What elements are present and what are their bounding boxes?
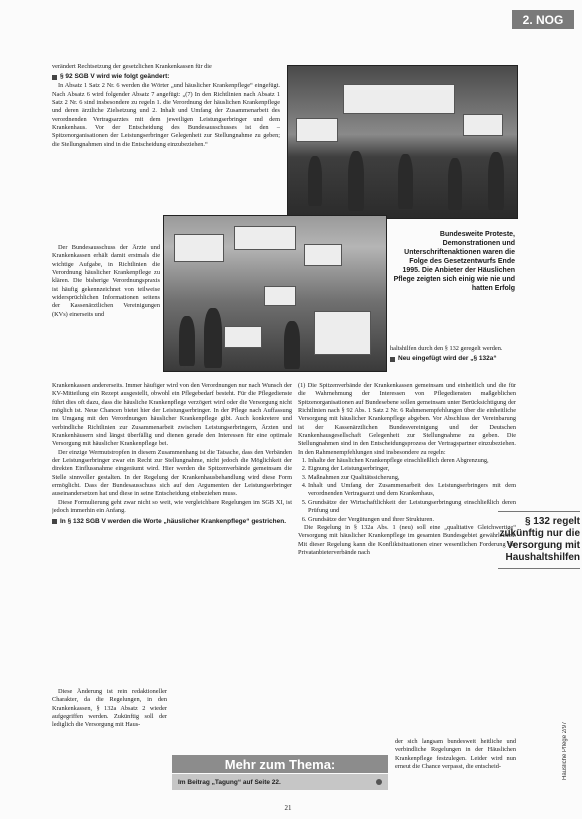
list-item: 4. Inhalt und Umfang der Zusammenarbeit des Leistungserbringers mit dem verordnenden Vertragsarzt und dem Krankenhaus, <box>308 482 516 499</box>
list-item: 5. Grundsätze der Wirtschaftlichkeit der Leistungserbringung einschließlich deren Prüfung und <box>308 499 516 516</box>
page-number: 21 <box>284 804 292 812</box>
bullet-square-icon <box>390 357 395 362</box>
bullet-square-icon <box>52 519 57 524</box>
protest-banner-sign <box>343 84 455 114</box>
protest-sign <box>463 114 503 136</box>
protest-sign <box>234 226 296 250</box>
protest-sign <box>296 118 338 142</box>
section-tag: 2. NOG <box>512 10 574 29</box>
paragraph: In Absatz 1 Satz 2 Nr. 6 werden die Wörter „und häuslicher Krankenpflege“ eingefügt. Nach Absatz 6 wird folgender Absatz 7 angefügt: „(7) In den Richtlinien nach Absatz 1 Satz 2 Nr. 6 sind insbesondere zu regeln 1. die Verordnung der häuslichen Krankenpflege und deren ärztliche Zielsetzung und 2. Inhalt und Umfang der Zusammenarbeit des verordnenden Vertragsarztes mit dem jeweiligen Leistungserbringer und dem Krankenhaus. Vor der Entscheidung des Bundesausschusses ist den – Spitzenorganisationen der Leistungserbringer Gelegenheit zur Stellungnahme zu geben; die Stellungnahmen sind in die Entscheidung einzubeziehen.“ <box>52 82 280 148</box>
pull-quote: § 132 regelt zukünftig nur die Versorgung mit Haushaltshilfen <box>498 511 580 569</box>
right-column-top <box>390 345 516 364</box>
list-item: 2. Eignung der Leistungserbringer, <box>308 465 516 473</box>
protest-sign <box>264 286 296 306</box>
person-silhouette <box>204 308 222 368</box>
protest-sign <box>314 311 371 355</box>
right-column-main <box>298 382 516 737</box>
paragraph: Der Bundesausschuss der Ärzte und Krankenkassen erhält damit erstmals die wichtige Aufgabe, in Richtlinien die Verordnung häuslicher Krankenpflege zu klären. Die bisherige Verordnungspraxis ist häufig gekennzeichnet von teilweise widersprüchlichen Informationen seitens der Kassenärztlichen Vereinigungen (KVs) einerseits und <box>52 244 160 318</box>
numbered-list <box>298 457 516 524</box>
person-silhouette <box>488 152 504 210</box>
person-silhouette <box>398 154 413 209</box>
list-item: 3. Maßnahmen zur Qualitätssicherung, <box>308 474 516 482</box>
left-column-narrow <box>52 244 160 382</box>
list-item: 1. Inhalte der häuslichen Krankenpflege einschließlich deren Abgrenzung, <box>308 457 516 465</box>
more-topic-text: Im Beitrag „Tagung“ auf Seite 22. <box>178 778 281 786</box>
paragraph: Die Regelung in § 132a Abs. 1 (neu) soll eine „qualitative Gleichwertige“ Versorgung mit häuslicher Krankenpflege im gesamten Bundesgebiet gewährleisten. Mit dieser Regelung kann die Konfliktsituationen einer wesentlichen Forderung der Privatanbieterverbände nach <box>298 523 516 556</box>
right-column-end <box>395 738 516 798</box>
person-silhouette <box>308 156 322 206</box>
more-topic-reference <box>172 774 388 790</box>
left-column-bottom <box>52 382 292 682</box>
paragraph: Diese Formulierung geht zwar nicht so weit, wie vergleichbare Regelungen im SGB XI, ist jedoch immerhin ein Anfang. <box>52 498 292 515</box>
protest-sign <box>304 244 342 266</box>
paragraph: verändert Rechtsetzung der gesetzlichen Krankenkassen für die <box>52 63 212 70</box>
protest-sign <box>224 326 262 348</box>
paragraph: Der einzige Wermutstropfen in diesem Zusammenhang ist die Tatsache, dass den Verbänden der Leistungserbringer zwar ein Recht zur Stellungnahme, nicht jedoch die Möglichkeit der direkten Einflussnahme eingeräumt wird. Hier werden die Spitzenverbände gemeinsam die Stelle sinnvoller gestalten. In der Regelung der Krankenhausbehandlung wird diese Form ermöglicht. Dass der Bundesausschuss sich auf den Argumenten der Leistungserbringer auseinandersetzen hat und diese in seine Entscheidung einbeziehen muss. <box>52 448 292 498</box>
paragraph: Krankenkassen andererseits. Immer häufiger wird von den Verordnungen nur nach Wunsch der KV-Mitteilung ein Rezept ausgestellt, obwohl ein Pflegebedarf besteht. Für die Pflegedienste führt dies oft dazu, dass die häusliche Krankenpflege verzögert wird oder die Versorgung nicht möglich ist. Neue Chancen bietet hier der Leistungserbringer. In der Pflege nach Auffassung im Umgang mit den Verordnungen häuslicher Krankenpflege gibt. Auch konkretere und verbindliche Richtlinien zur Zusammenarbeit zwischen Leistungserbringern, Ärzten und Krankenhäusern sind längst überfällig und dienen gerade den Interessen für eine optimale Versorgung mit häuslicher Krankenpflege bei. <box>52 382 292 448</box>
left-column-top <box>52 63 280 199</box>
list-item: 6. Grundsätze der Vergütungen und ihrer Strukturen. <box>308 516 516 524</box>
subheading: In § 132 SGB V werden die Worte „häuslicher Krankenpflege“ gestrichen. <box>52 518 292 526</box>
subheading: § 92 SGB V wird wie folgt geändert: <box>52 73 280 81</box>
paragraph: haltshilfen durch den § 132 geregelt werden. <box>390 345 503 352</box>
more-topic-banner: Mehr zum Thema: <box>172 755 388 773</box>
person-silhouette <box>348 151 364 211</box>
protest-sign <box>174 234 224 262</box>
person-silhouette <box>179 316 195 366</box>
left-column-end <box>52 688 167 798</box>
journal-reference: Häusliche Pflege 2/97 <box>562 721 568 780</box>
paragraph: der sich langsam bundesweit heitliche und verbindliche Regelungen in der Häuslichen Krankenpflege festzulegen. Leider wird nun erneut die Chance verpasst, die entscheid- <box>395 738 516 771</box>
person-silhouette <box>448 158 462 210</box>
person-silhouette <box>284 321 300 369</box>
paragraph: Diese Änderung ist rein redaktioneller Charakter, da die Regelungen, in den Krankenkassen, § 132a Absatz 2 wieder aufgegriffen werden. Zukünftig soll der lediglich die Versorgung mit Haus- <box>52 688 167 729</box>
paragraph: (1) Die Spitzenverbände der Krankenkassen gemeinsam und einheitlich und die für die Wahrnehmung der Interessen von Pflegediensten maßgeblichen Spitzenorganisationen auf Bundesebene sollen gemeinsam unter Berücksichtigung der Richtlinien nach § 92 Abs. 1 Satz 2 Nr. 6 Rahmenempfehlungen über die einheitliche Versorgung mit häuslicher Krankenpflege abgeben. Vor Abschluss der Vereinbarung ist der Kassenärztlichen Bundesvereinigung und der Deutschen Krankenhausgesellschaft Gelegenheit zur Stellungnahme zu geben. Die Stellungnahmen sind in den Entscheidungsprozess der Vertragspartner einzubeziehen. In den Rahmenempfehlungen sind insbesondere zu regeln: <box>298 382 516 456</box>
subheading: Neu eingefügt wird der „§ 132a“ <box>390 355 516 363</box>
protest-photo-crowd <box>163 215 387 372</box>
bullet-dot-icon <box>376 779 382 785</box>
bullet-square-icon <box>52 75 57 80</box>
protest-photo-top <box>287 65 518 219</box>
photo-caption: Bundesweite Proteste, Demonstrationen und Unterschriftenaktionen waren die Folge des Gesetzentwurfs Ende 1995. Die Anbieter der Häuslichen Pflege zeigten sich einig wie nie und hatten Erfolg <box>393 231 515 292</box>
